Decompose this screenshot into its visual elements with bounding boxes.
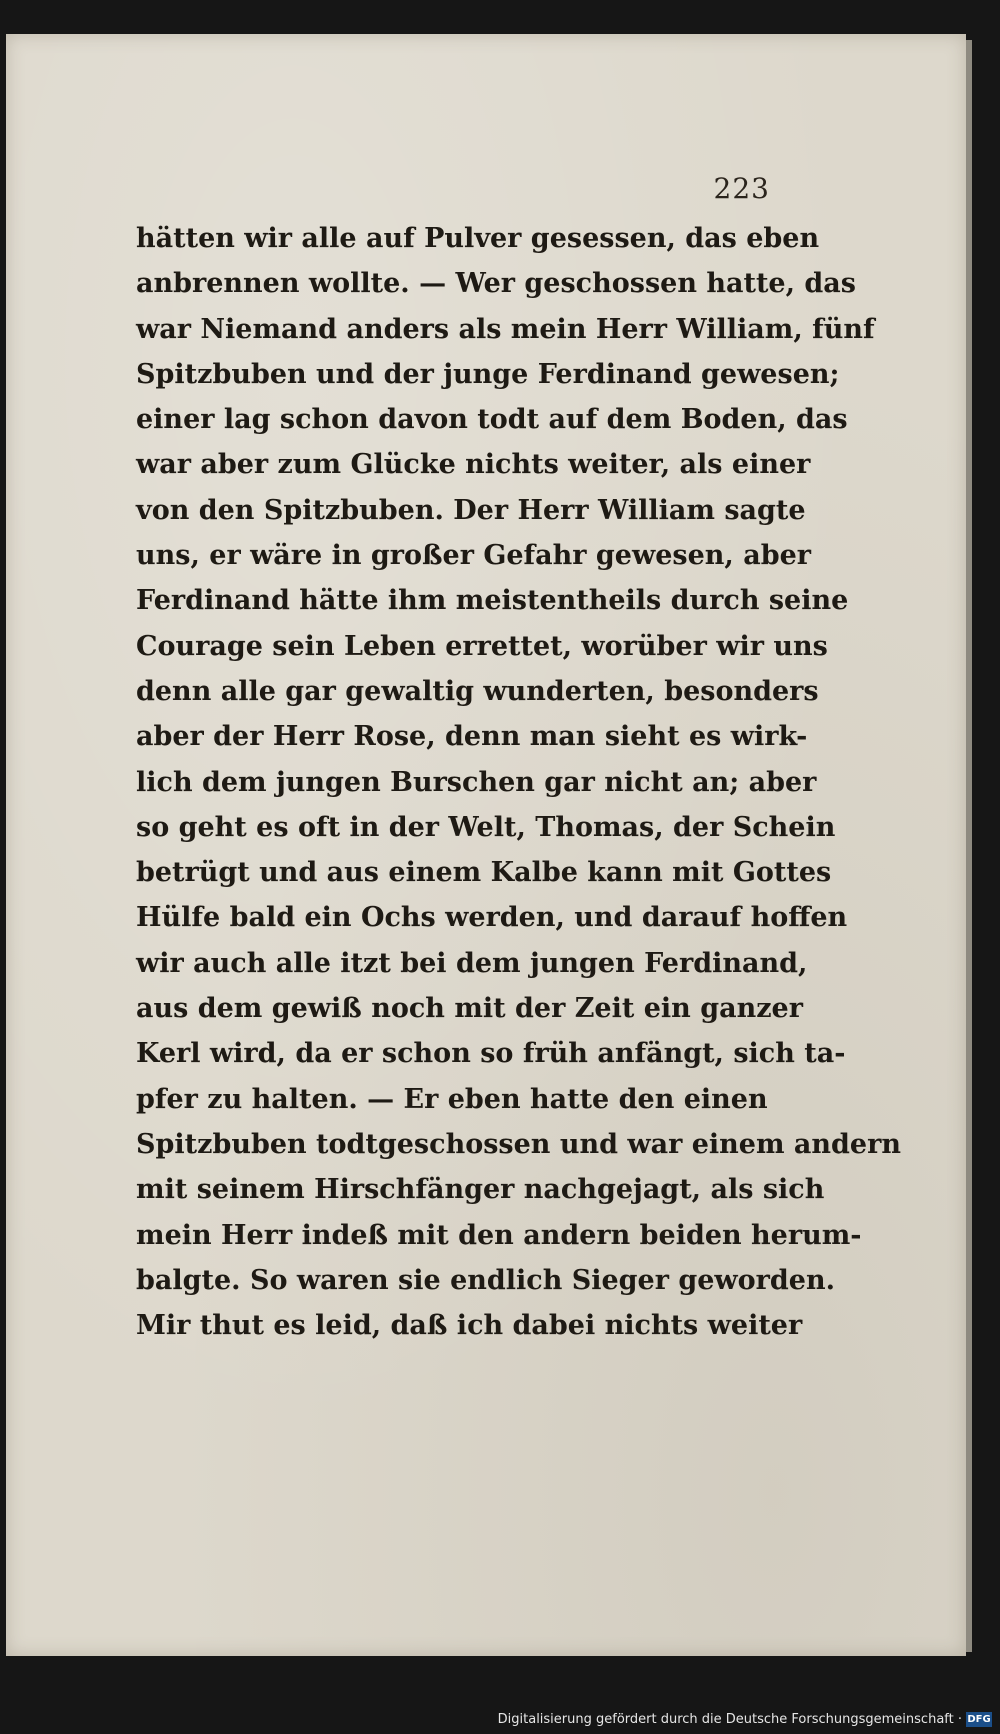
page-number: 223 xyxy=(713,172,770,205)
text-line: Spitzbuben und der junge Ferdinand gewesen; xyxy=(136,358,840,390)
text-line: aus dem gewiß noch mit der Zeit ein ganzer xyxy=(136,993,803,1025)
text-line: war aber zum Glücke nichts weiter, als einer xyxy=(136,449,811,481)
text-line: denn alle gar gewaltig wunderten, besonders xyxy=(136,675,819,707)
text-line: anbrennen wollte. — Wer geschossen hatte, das xyxy=(136,268,856,300)
dfg-logo: DFG xyxy=(967,1714,991,1725)
text-line: Mir thut es leid, daß ich dabei nichts weiter xyxy=(136,1310,803,1342)
text-line: betrügt und aus einem Kalbe kann mit Gottes xyxy=(136,857,832,889)
text-line: Hülfe bald ein Ochs werden, und darauf hoffen xyxy=(136,902,848,934)
body-text xyxy=(136,216,901,1348)
text-line: einer lag schon davon todt auf dem Boden, das xyxy=(136,404,848,436)
text-line: aber der Herr Rose, denn man sieht es wirk- xyxy=(136,721,808,753)
page-edge xyxy=(966,40,972,1652)
text-line: wir auch alle itzt bei dem jungen Ferdinand, xyxy=(136,947,808,979)
text-line: pfer zu halten. — Er eben hatte den einen xyxy=(136,1083,768,1115)
text-line: uns, er wäre in großer Gefahr gewesen, aber xyxy=(136,540,811,572)
text-line: Kerl wird, da er schon so früh anfängt, sich ta- xyxy=(136,1038,846,1070)
text-line: war Niemand anders als mein Herr William, fünf xyxy=(136,313,875,345)
text-line: lich dem jungen Burschen gar nicht an; aber xyxy=(136,766,817,798)
text-line: Courage sein Leben errettet, worüber wir uns xyxy=(136,630,828,662)
text-line: hätten wir alle auf Pulver gesessen, das eben xyxy=(136,223,820,254)
text-line: balgte. So waren sie endlich Sieger geworden. xyxy=(136,1264,835,1296)
text-line: mein Herr indeß mit den andern beiden herum- xyxy=(136,1219,862,1251)
text-line: Spitzbuben todtgeschossen und war einem andern xyxy=(136,1128,901,1160)
text-line: von den Spitzbuben. Der Herr William sagte xyxy=(136,494,806,526)
text-line: so geht es oft in der Welt, Thomas, der Schein xyxy=(136,811,836,843)
digitization-credit: Digitalisierung gefördert durch die Deutsche Forschungsgemeinschaft · xyxy=(497,1712,962,1727)
text-line: Ferdinand hätte ihm meistentheils durch seine xyxy=(136,585,849,617)
text-line: mit seinem Hirschfänger nachgejagt, als sich xyxy=(136,1174,825,1206)
